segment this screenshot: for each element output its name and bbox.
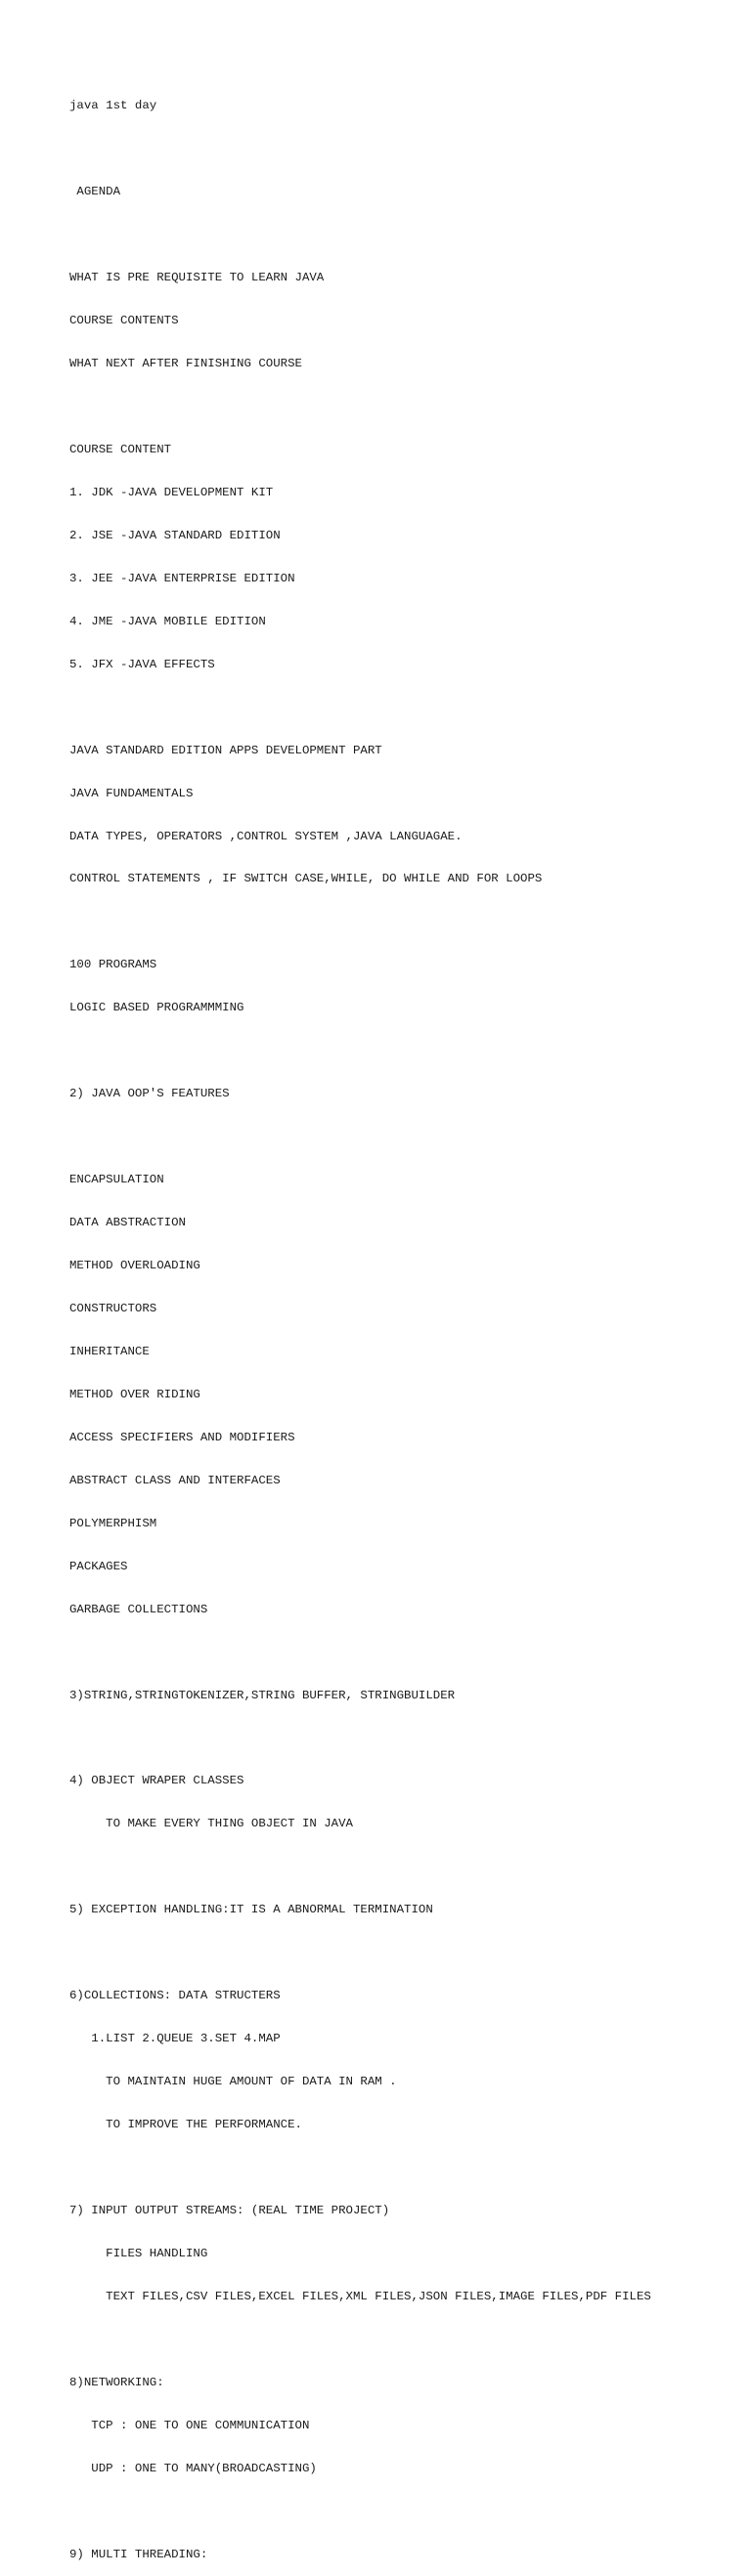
doc-line: POLYMERPHISM [69,1516,157,1530]
doc-line: LOGIC BASED PROGRAMMMING [69,1001,244,1015]
doc-line [69,400,734,414]
doc-line: CONTROL STATEMENTS , IF SWITCH CASE,WHILE, DO WHILE AND FOR LOOPS [69,872,543,886]
doc-line: METHOD OVERLOADING [69,1259,200,1273]
doc-line [69,1946,734,1960]
doc-line [69,2505,734,2519]
doc-line: 3. JEE -JAVA ENTERPRISE EDITION [69,571,295,585]
doc-line: JAVA STANDARD EDITION APPS DEVELOPMENT PART [69,743,382,757]
doc-line: TCP : ONE TO ONE COMMUNICATION [69,2418,310,2432]
document-text [69,70,734,2576]
doc-line: 3)STRING,STRINGTOKENIZER,STRING BUFFER, STRINGBUILDER [69,1688,456,1702]
doc-line: TO IMPROVE THE PERFORMANCE. [69,2118,302,2132]
doc-line [69,701,734,715]
doc-line: TO MAKE EVERY THING OBJECT IN JAVA [69,1817,353,1831]
doc-line: 4) OBJECT WRAPER CLASSES [69,1774,244,1788]
doc-line: 100 PROGRAMS [69,958,157,972]
doc-line: DATA ABSTRACTION [69,1216,186,1230]
doc-line: TEXT FILES,CSV FILES,EXCEL FILES,XML FILES,JSON FILES,IMAGE FILES,PDF FILES [69,2289,651,2303]
doc-line: COURSE CONTENTS [69,314,179,328]
doc-line: UDP : ONE TO MANY(BROADCASTING) [69,2461,317,2475]
doc-line: 4. JME -JAVA MOBILE EDITION [69,614,266,628]
doc-line: 5) EXCEPTION HANDLING:IT IS A ABNORMAL TERMINATION [69,1903,433,1917]
doc-line: WHAT IS PRE REQUISITE TO LEARN JAVA [69,271,325,285]
doc-line: CONSTRUCTORS [69,1302,157,1315]
doc-line: 2. JSE -JAVA STANDARD EDITION [69,528,281,542]
doc-line [69,1646,734,1660]
doc-line: 5. JFX -JAVA EFFECTS [69,657,215,671]
doc-line: FILES HANDLING [69,2246,208,2260]
doc-line: INHERITANCE [69,1344,150,1358]
doc-line: METHOD OVER RIDING [69,1387,200,1401]
doc-line: WHAT NEXT AFTER FINISHING COURSE [69,357,302,371]
doc-line: ENCAPSULATION [69,1173,164,1187]
doc-line: ABSTRACT CLASS AND INTERFACES [69,1473,281,1487]
doc-line: COURSE CONTENT [69,442,172,456]
doc-line [69,1044,734,1058]
doc-line: 9) MULTI THREADING: [69,2547,208,2561]
doc-line: PACKAGES [69,1559,128,1573]
doc-line [69,228,734,242]
doc-line: 7) INPUT OUTPUT STREAMS: (REAL TIME PROJECT) [69,2204,390,2218]
doc-line: 1. JDK -JAVA DEVELOPMENT KIT [69,485,274,499]
doc-line: DATA TYPES, OPERATORS ,CONTROL SYSTEM ,JAVA LANGUAGAE. [69,829,463,843]
doc-line [69,2161,734,2175]
doc-line: GARBAGE COLLECTIONS [69,1602,208,1616]
doc-line: 1.LIST 2.QUEUE 3.SET 4.MAP [69,2032,281,2046]
doc-line: 8)NETWORKING: [69,2375,164,2389]
doc-line: 2) JAVA OOP'S FEATURES [69,1087,230,1101]
doc-line [69,2333,734,2347]
doc-line [69,1860,734,1874]
doc-line [69,1732,734,1746]
doc-line: ACCESS SPECIFIERS AND MODIFIERS [69,1430,295,1444]
doc-line: java 1st day [69,99,157,113]
doc-line: TO MAINTAIN HUGE AMOUNT OF DATA IN RAM . [69,2075,397,2089]
doc-line: 6)COLLECTIONS: DATA STRUCTERS [69,1989,281,2003]
doc-line [69,915,734,929]
doc-line: JAVA FUNDAMENTALS [69,786,194,800]
doc-line [69,1130,734,1144]
doc-line [69,142,734,156]
doc-line: AGENDA [69,185,121,199]
